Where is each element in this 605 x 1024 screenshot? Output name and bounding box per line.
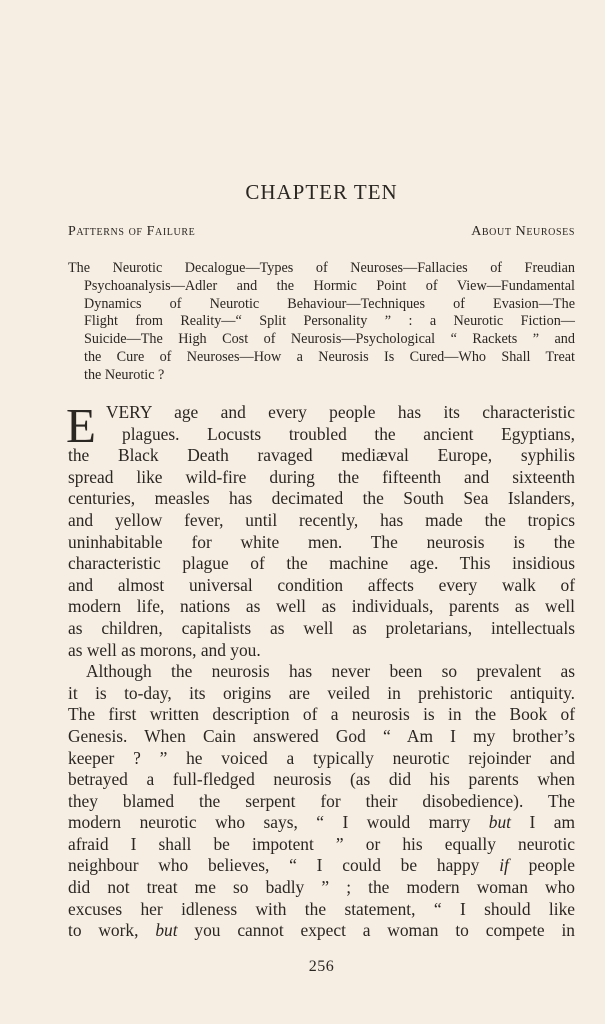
chapter-title: CHAPTER TEN (245, 180, 398, 204)
text-run: to work, (68, 920, 156, 941)
synopsis-line: Suicide—The High Cost of Neurosis—Psychological “ Rackets ” and (84, 331, 575, 348)
text-run: neighbour who believes, “ I could be happy (68, 855, 500, 876)
text-line: and yellow fever, until recently, has made the tropics (68, 509, 575, 530)
italic-run: but (488, 812, 511, 833)
text-line: modern life, nations as well as individuals, parents as well (68, 596, 575, 617)
text-line: the Black Death ravaged mediæval Europe, syphilis (68, 445, 575, 466)
text-line: and almost universal condition affects every walk of (68, 574, 575, 595)
text-run: I am (511, 812, 576, 833)
text-line: betrayed a full-fledged neurosis (as did his parents when (68, 769, 575, 790)
text-line: plagues. Locusts troubled the ancient Egyptians, (122, 423, 575, 444)
text-line: afraid I shall be impotent ” or his equally neurotic (68, 833, 575, 854)
text-line: excuses her idleness with the statement, “ I should like (68, 898, 575, 919)
text-line (68, 812, 575, 834)
text-line (68, 920, 575, 942)
running-head-right: About Neuroses (471, 224, 575, 239)
text-run: you cannot expect a woman to compete in (177, 920, 575, 941)
italic-run: but (155, 920, 178, 941)
book-page (68, 0, 575, 1024)
text-line: they blamed the serpent for their disobedience). The (68, 790, 575, 811)
text-line: Although the neurosis has never been so prevalent as (86, 661, 575, 682)
text-line: as children, capitalists as well as proletarians, intellectuals (68, 617, 575, 638)
text-line: as well as morons, and you. (68, 639, 261, 660)
synopsis-line: Flight from Reality—“ Split Personality ” : a Neurotic Fiction— (84, 313, 575, 330)
text-line: VERY age and every people has its characteristic (106, 402, 575, 422)
text-line: did not treat me so badly ” ; the modern woman who (68, 877, 575, 898)
text-run: modern neurotic who says, “ I would marry (68, 812, 489, 833)
page-number: 256 (308, 958, 335, 975)
text-run: people (508, 855, 576, 876)
chapter-synopsis (68, 260, 575, 385)
text-line: spread like wild-fire during the fifteenth and sixteenth (68, 466, 575, 487)
text-line: centuries, measles has decimated the South Sea Islanders, (68, 488, 575, 509)
running-head (68, 224, 575, 240)
synopsis-line: The Neurotic Decalogue—Types of Neuroses—Fallacies of Freudian (68, 260, 575, 276)
italic-run: if (499, 855, 509, 876)
synopsis-line: Dynamics of Neurotic Behaviour—Techniques of Evasion—The (84, 295, 575, 312)
synopsis-line: the Neurotic ? (84, 366, 165, 383)
text-line: The first written description of a neurosis is in the Book of (68, 704, 575, 725)
text-line: Genesis. When Cain answered God “ Am I my brother’s (68, 725, 575, 746)
synopsis-line: the Cure of Neuroses—How a Neurosis Is Cured—Who Shall Treat (84, 348, 575, 365)
drop-cap: E (66, 398, 96, 453)
text-line: keeper ? ” he voiced a typically neurotic rejoinder and (68, 747, 575, 768)
running-head-left: Patterns of Failure (68, 224, 196, 239)
text-line (68, 855, 575, 877)
body-text (66, 398, 576, 942)
text-line: it is to-day, its origins are veiled in prehistoric antiquity. (68, 682, 575, 703)
text-line: uninhabitable for white men. The neurosis is the (68, 531, 575, 552)
synopsis-line: Psychoanalysis—Adler and the Hormic Point of View—Fundamental (84, 277, 575, 294)
text-line: characteristic plague of the machine age. This insidious (68, 553, 575, 574)
